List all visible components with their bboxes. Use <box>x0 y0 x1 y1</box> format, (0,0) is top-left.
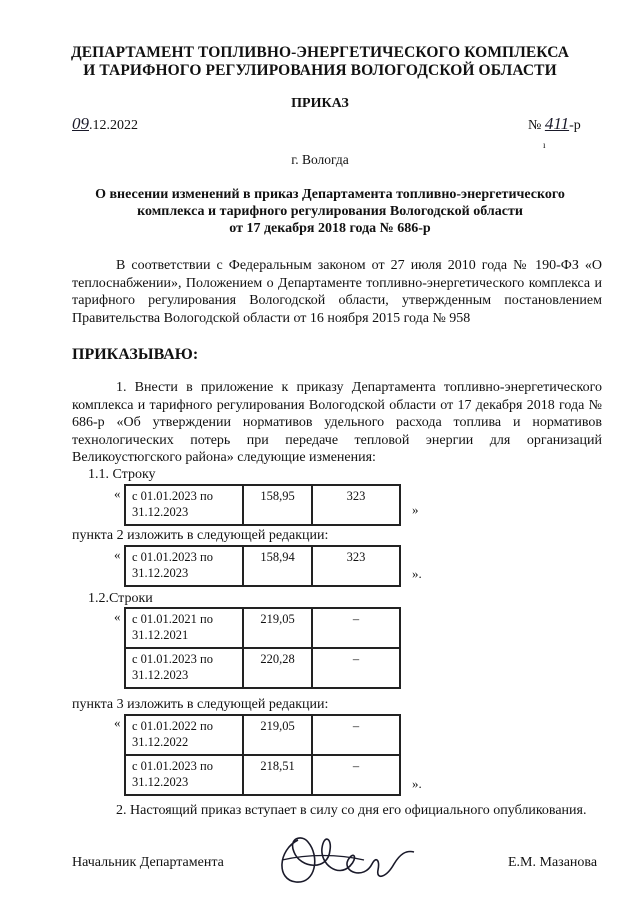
close-quote: » <box>412 502 419 517</box>
handwritten-signature <box>268 820 418 900</box>
table-row <box>125 485 400 525</box>
label-1-1: 1.1. Строку <box>88 467 156 482</box>
table-cell-value: 158,95 <box>243 485 312 525</box>
city: г. Вологда <box>291 152 349 167</box>
table-cell-period: с 01.01.2022 по 31.12.2022 <box>125 715 243 755</box>
open-quote: « <box>114 609 121 624</box>
table-cell-loss: 323 <box>312 485 400 525</box>
table-row <box>125 546 400 586</box>
table-cell-period: с 01.01.2023 по 31.12.2023 <box>125 546 243 586</box>
table-row <box>125 608 400 648</box>
table-cell-loss: – <box>312 755 400 795</box>
table-cell-value: 218,51 <box>243 755 312 795</box>
close-quote: ». <box>412 776 422 791</box>
table-row <box>125 648 400 688</box>
header-line-2: И ТАРИФНОГО РЕГУЛИРОВАНИЯ ВОЛОГОДСКОЙ ОБЛАСТИ <box>83 62 557 79</box>
signatory-position: Начальник Департамента <box>72 855 224 870</box>
ink-mark: ı <box>543 140 546 150</box>
table-2 <box>124 545 401 587</box>
signatory-name: Е.М. Мазанова <box>508 855 598 870</box>
subject-line-1: О внесении изменений в приказ Департамента топливно-энергетического <box>95 187 565 202</box>
subject-line-2: комплекса и тарифного регулирования Вологодской области <box>137 204 523 219</box>
table-1 <box>124 484 401 526</box>
table-cell-loss: – <box>312 715 400 755</box>
table-cell-period: с 01.01.2021 по 31.12.2021 <box>125 608 243 648</box>
table-cell-period: с 01.01.2023 по 31.12.2023 <box>125 755 243 795</box>
close-quote: ». <box>412 566 422 581</box>
handwritten-day: 09 <box>72 114 89 133</box>
item-2-paragraph <box>72 802 602 820</box>
subject-line-3: от 17 декабря 2018 года № 686-р <box>229 221 431 236</box>
table-cell-period: с 01.01.2023 по 31.12.2023 <box>125 485 243 525</box>
table-cell-value: 219,05 <box>243 715 312 755</box>
preamble-paragraph <box>72 257 602 327</box>
document-type: ПРИКАЗ <box>291 96 349 111</box>
table-cell-loss: – <box>312 608 400 648</box>
label-1-2: 1.2.Строки <box>88 591 153 606</box>
handwritten-number: 411 <box>544 114 570 133</box>
item-1-paragraph <box>72 379 602 467</box>
table-row <box>125 755 400 795</box>
open-quote: « <box>114 547 121 562</box>
label-point-2: пункта 2 изложить в следующей редакции: <box>72 528 329 543</box>
date-rest: .12.2022 <box>89 118 138 133</box>
label-point-3: пункта 3 изложить в следующей редакции: <box>72 697 329 712</box>
table-row <box>125 715 400 755</box>
table-cell-period: с 01.01.2023 по 31.12.2023 <box>125 648 243 688</box>
table-cell-loss: 323 <box>312 546 400 586</box>
department-header <box>0 44 640 80</box>
open-quote: « <box>114 715 121 730</box>
open-quote: « <box>114 486 121 501</box>
header-line-1: ДЕПАРТАМЕНТ ТОПЛИВНО-ЭНЕРГЕТИЧЕСКОГО КОМПЛЕКСА <box>70 44 570 61</box>
table-4 <box>124 714 401 796</box>
table-cell-value: 158,94 <box>243 546 312 586</box>
order-word: ПРИКАЗЫВАЮ: <box>72 346 199 363</box>
item-1-text: 1. Внести в приложение к приказу Департамента топливно-энергетического комплекса и тарифного регулирования Вологодской области от 17 декабря 2018 года № 686-р «Об утверждении нормативов удельного расхода топлива и нормативов технологических потерь при передаче тепловой энергии для организаций Великоустюгского района» следующие изменения: <box>72 380 602 465</box>
order-date <box>72 114 138 134</box>
order-number <box>528 114 581 134</box>
order-subject <box>60 186 600 237</box>
table-cell-value: 219,05 <box>243 608 312 648</box>
table-3 <box>124 607 401 689</box>
number-suffix: -р <box>569 118 581 133</box>
table-cell-value: 220,28 <box>243 648 312 688</box>
preamble-text: В соответствии с Федеральным законом от 27 июля 2010 года № 190-ФЗ «О теплоснабжении», Положением о Департаменте топливно-энергетического комплекса и тарифного регулирования Вологодской области, утвержденным постановлением Правительства Вологодской области от 16 ноября 2015 года № 958 <box>72 258 602 326</box>
item-2-text: 2. Настоящий приказ вступает в силу со дня его официального опубликования. <box>116 803 587 818</box>
table-cell-loss: – <box>312 648 400 688</box>
number-prefix: № <box>528 118 542 133</box>
